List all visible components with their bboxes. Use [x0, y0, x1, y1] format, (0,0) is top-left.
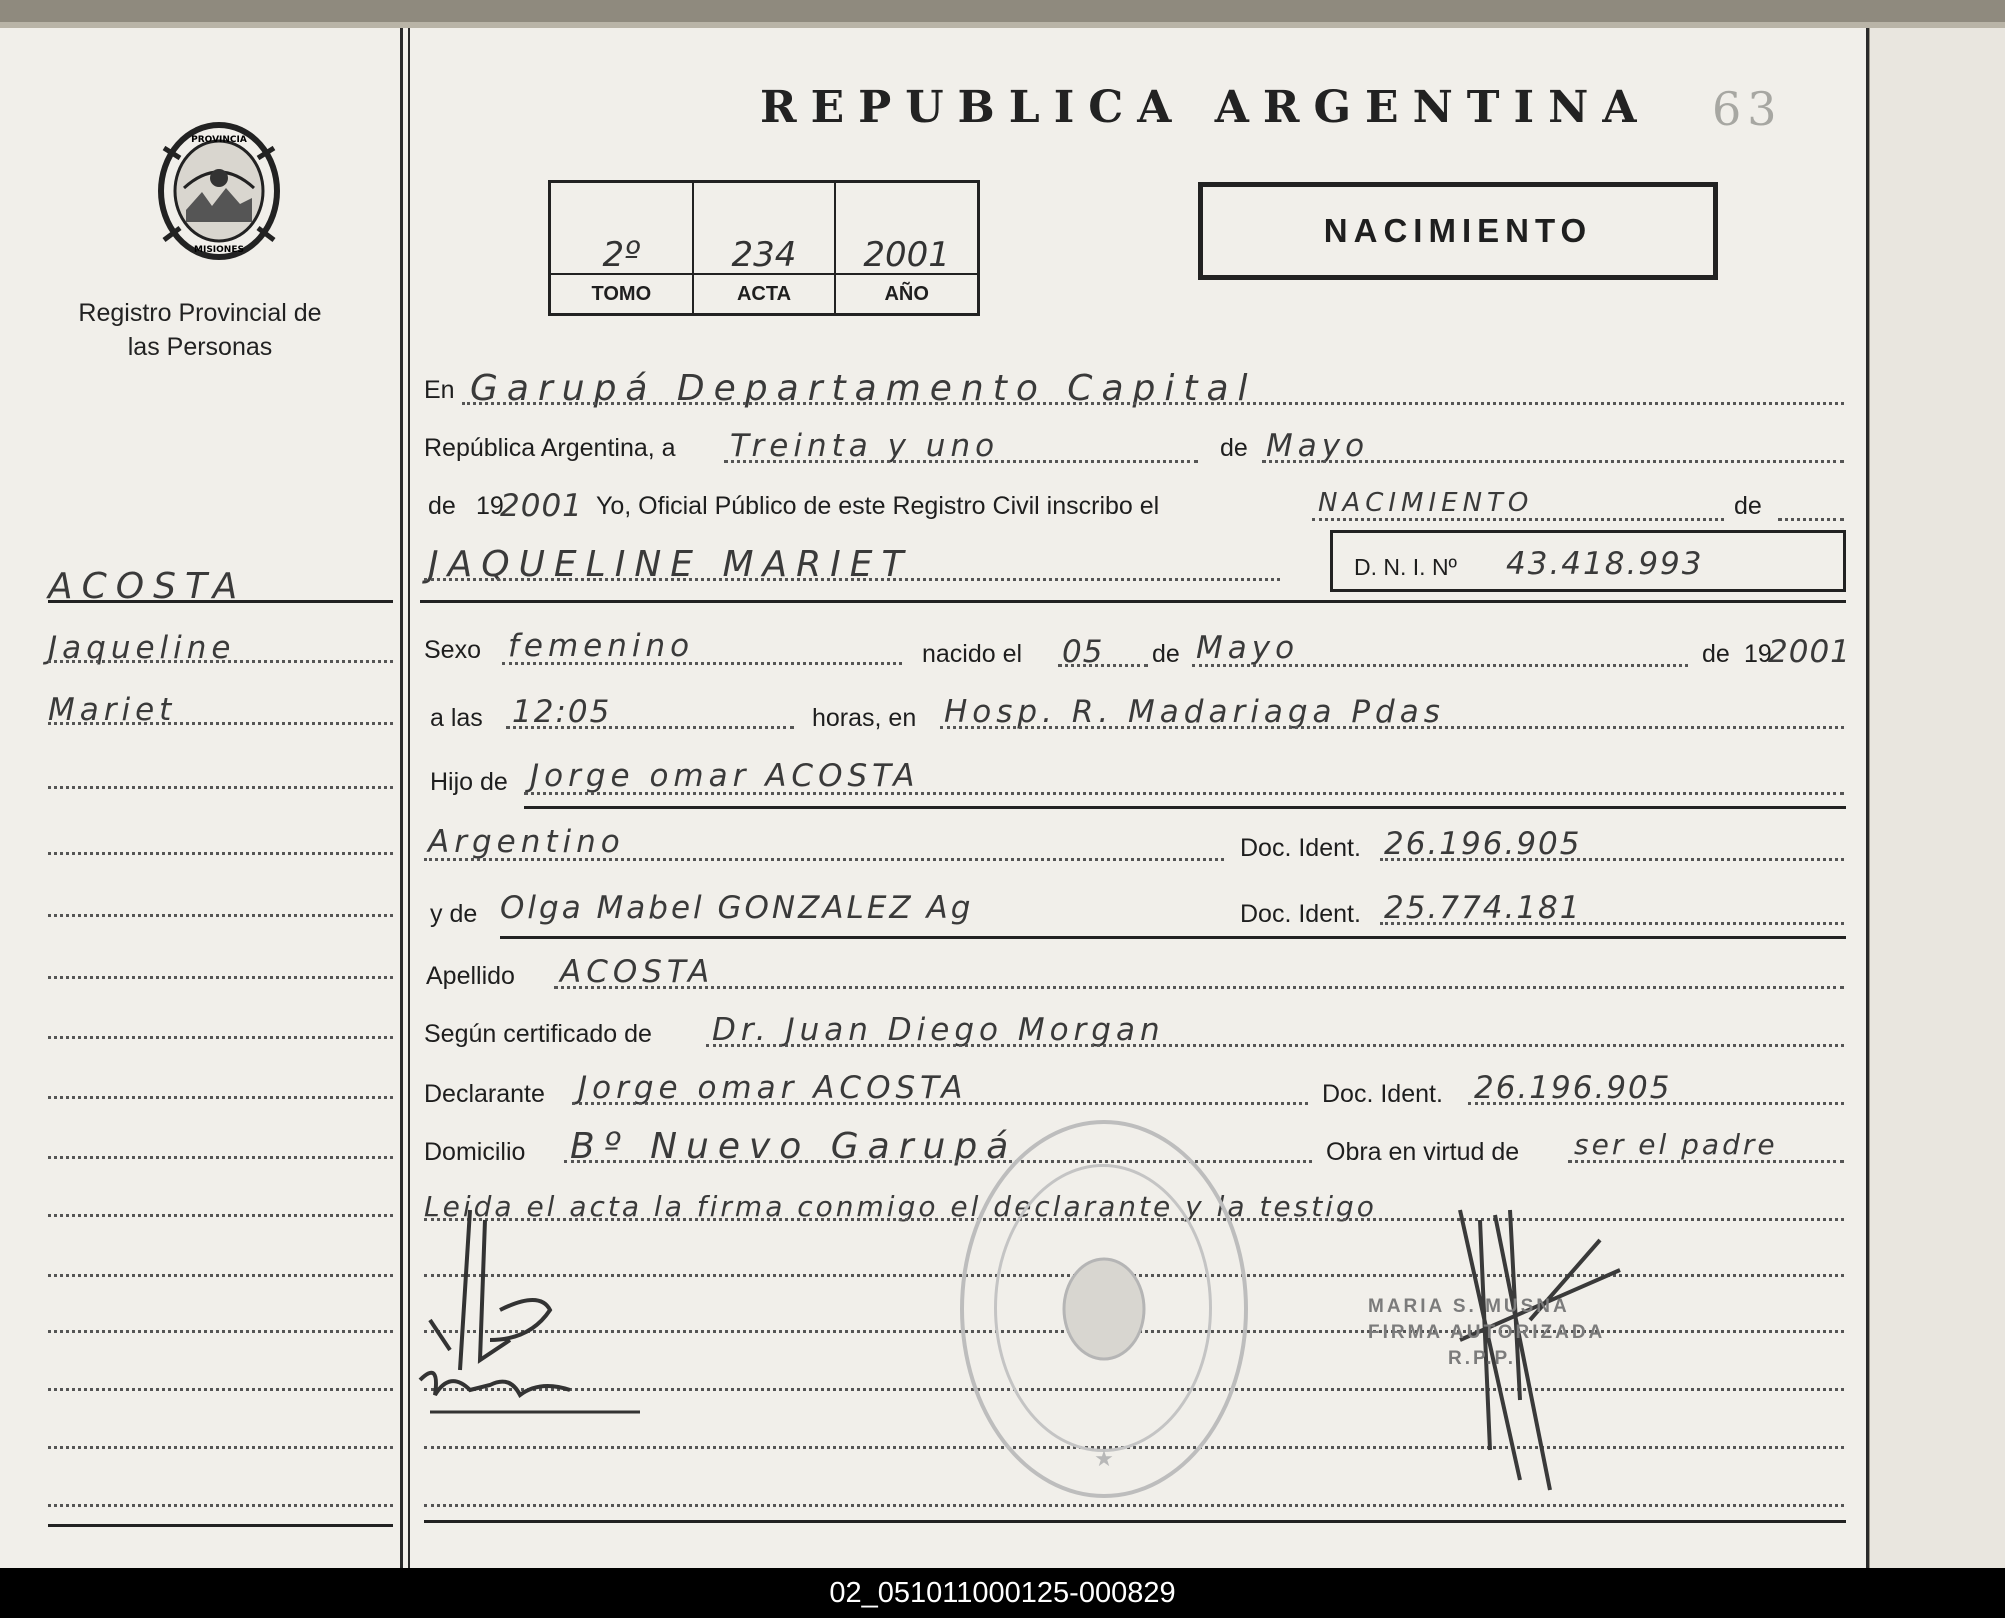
de-label-5: de — [1702, 640, 1730, 668]
obra-value: ser el padre — [1574, 1128, 1778, 1161]
declarant-signature — [410, 1190, 650, 1430]
margin-line — [48, 1446, 393, 1449]
hijo-label: Hijo de — [430, 768, 508, 796]
closing-statement: Leida el acta la firma conmigo el declarante y la testigo — [424, 1190, 1377, 1223]
birth-year: 2001 — [1768, 634, 1851, 670]
address-value: Bº Nuevo Garupá — [570, 1126, 1018, 1167]
svg-text:★: ★ — [1094, 1447, 1114, 1472]
line — [1380, 858, 1844, 861]
margin-divider — [400, 28, 403, 1568]
alas-label: a las — [430, 704, 483, 732]
domicilio-label: Domicilio — [424, 1138, 526, 1166]
year-value: 2001 — [500, 488, 583, 524]
line — [1262, 460, 1844, 463]
doc-ident-label-3: Doc. Ident. — [1322, 1080, 1443, 1108]
misiones-seal-logo — [150, 118, 288, 264]
act-identifier-table — [548, 180, 980, 316]
line — [1312, 518, 1724, 521]
certificate-doctor: Dr. Juan Diego Morgan — [712, 1012, 1165, 1048]
margin-line — [48, 1214, 393, 1217]
surname-value: ACOSTA — [560, 954, 715, 990]
margin-line — [48, 786, 393, 789]
de-label-1: de — [1220, 434, 1248, 462]
page-right-border — [1866, 28, 1869, 1568]
margin-line — [48, 976, 393, 979]
en-label: En — [424, 376, 455, 404]
margin-line — [48, 1156, 393, 1159]
folio-number: 63 — [1712, 82, 1783, 136]
mother-doc: 25.774.181 — [1384, 890, 1582, 926]
official-round-stamp — [960, 1120, 1248, 1498]
year-prefix: 19 — [476, 492, 504, 520]
birth-month: Mayo — [1196, 630, 1300, 666]
ano-label: AÑO — [836, 273, 977, 313]
page-right-edge — [1868, 28, 2005, 1568]
margin-line — [48, 1274, 393, 1277]
birth-place: Hosp. R. Madariaga Pdas — [944, 694, 1445, 730]
day-value: Treinta y uno — [730, 428, 1000, 464]
act-kind-value: NACIMIENTO — [1318, 488, 1534, 518]
margin-line — [48, 660, 393, 663]
tomo-cell — [551, 183, 694, 313]
horas-label: horas, en — [812, 704, 917, 732]
stamp-emblem-icon — [964, 1124, 1244, 1494]
line — [1778, 518, 1844, 521]
father-name: Jorge omar ACOSTA — [530, 758, 920, 794]
section-rule — [420, 600, 1846, 603]
image-reference-code: 02_051011000125-000829 — [0, 1568, 2005, 1618]
line — [572, 1102, 1308, 1105]
ano-cell — [836, 183, 977, 313]
tomo-label: TOMO — [551, 273, 692, 313]
line — [1568, 1160, 1844, 1163]
act-type-box: NACIMIENTO — [1198, 182, 1718, 280]
line — [424, 858, 1224, 861]
line — [1380, 922, 1844, 925]
month-value: Mayo — [1266, 428, 1370, 464]
line — [1192, 664, 1688, 667]
section-rule — [524, 806, 1846, 809]
svg-text:MISIONES: MISIONES — [194, 245, 244, 255]
yde-label: y de — [430, 900, 478, 928]
de-label-2: de — [428, 492, 456, 520]
firma-line-2: FIRMA AUTORIZADA — [1368, 1322, 1606, 1343]
line — [940, 726, 1844, 729]
dni-label: D. N. I. Nº — [1354, 554, 1457, 580]
declarante-label: Declarante — [424, 1080, 545, 1108]
inscribo-label: Yo, Oficial Público de este Registro Civil inscribo el — [596, 492, 1160, 520]
ano-value: 2001 — [863, 235, 950, 275]
place-value: Garupá Departamento Capital — [470, 368, 1257, 409]
line — [502, 662, 902, 665]
acta-cell — [694, 183, 837, 313]
dni-value: 43.418.993 — [1506, 546, 1704, 582]
nacido-label: nacido el — [922, 640, 1023, 668]
mother-name: Olga Mabel GONZALEZ Ag — [500, 890, 974, 926]
tomo-value: 2º — [602, 235, 641, 275]
margin-line — [48, 1504, 393, 1507]
acta-label: ACTA — [694, 273, 835, 313]
book-binding-strip — [0, 0, 2005, 30]
line — [524, 792, 1844, 795]
sexo-value: femenino — [508, 628, 695, 664]
section-rule — [500, 936, 1846, 939]
margin-line — [48, 1096, 393, 1099]
declarant-name: Jorge omar ACOSTA — [578, 1070, 968, 1106]
apellido-label: Apellido — [426, 962, 515, 990]
line — [424, 578, 1280, 581]
bottom-rule — [424, 1520, 1846, 1523]
line — [462, 402, 1844, 405]
margin-line — [48, 1036, 393, 1039]
margin-surname: ACOSTA — [48, 566, 247, 607]
margin-line — [48, 1330, 393, 1333]
line — [506, 726, 794, 729]
margin-given-name-2: Mariet — [48, 692, 177, 728]
de-label-3: de — [1734, 492, 1762, 520]
de-label-4: de — [1152, 640, 1180, 668]
doc-ident-label-1: Doc. Ident. — [1240, 834, 1361, 862]
certificado-label: Según certificado de — [424, 1020, 652, 1048]
declarant-doc: 26.196.905 — [1474, 1070, 1672, 1106]
blank-line — [424, 1504, 1844, 1507]
document-title: REPUBLICA ARGENTINA — [760, 82, 1651, 133]
firma-line-1: MARIA S. MUSNA — [1368, 1296, 1570, 1317]
margin-line — [48, 722, 393, 725]
father-doc: 26.196.905 — [1384, 826, 1582, 862]
birth-day: 05 — [1062, 634, 1104, 670]
margin-given-name-1: Jaqueline — [48, 630, 236, 666]
doc-ident-label-2: Doc. Ident. — [1240, 900, 1361, 928]
acta-value: 234 — [731, 235, 797, 275]
margin-bottom-rule — [48, 1524, 393, 1527]
line — [1468, 1102, 1844, 1105]
line — [554, 986, 1844, 989]
authorized-signature-stamp — [1368, 1294, 1605, 1372]
obra-label: Obra en virtud de — [1326, 1138, 1520, 1166]
newborn-name: JAQUELINE MARIET — [428, 544, 913, 585]
sexo-label: Sexo — [424, 636, 481, 664]
republica-label: República Argentina, a — [424, 434, 676, 462]
firma-line-3: R.P.P. — [1448, 1348, 1517, 1369]
margin-line — [48, 600, 393, 603]
line — [706, 1044, 1844, 1047]
registry-name: Registro Provincial de las Personas — [78, 299, 322, 361]
birth-time: 12:05 — [512, 694, 612, 730]
line — [724, 460, 1198, 463]
svg-text:PROVINCIA: PROVINCIA — [191, 135, 247, 145]
margin-line — [48, 1388, 393, 1391]
line — [1058, 664, 1148, 667]
father-nationality: Argentino — [428, 824, 625, 860]
margin-line — [48, 852, 393, 855]
birth-year-prefix: 19 — [1744, 640, 1772, 668]
margin-line — [48, 914, 393, 917]
